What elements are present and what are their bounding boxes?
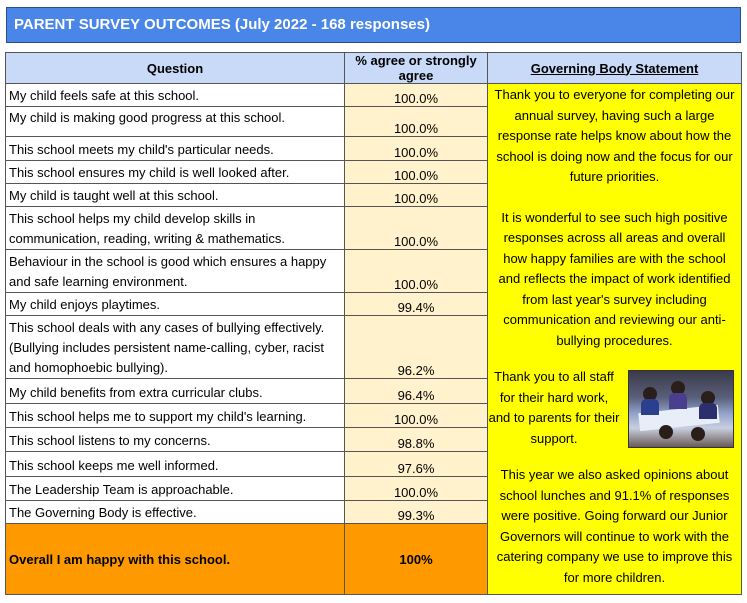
statement-paragraph-4: This year we also asked opinions about school lunches and 91.1% of responses were positive. Going forward our Junior Governors will continue to work with the catering company we use to improve this for more children.	[496, 467, 733, 585]
question-cell: My child enjoys playtimes.	[6, 293, 345, 316]
percent-cell: 100.0%	[345, 161, 488, 184]
header-row	[6, 53, 742, 84]
question-cell: This school keeps me well informed.	[6, 452, 345, 477]
percent-cell: 100.0%	[345, 404, 488, 428]
question-cell: The Governing Body is effective.	[6, 501, 345, 524]
overall-question-cell: Overall I am happy with this school.	[6, 524, 345, 595]
question-header: Question	[6, 53, 345, 84]
percent-cell: 100.0%	[345, 207, 488, 250]
statement-paragraph-1: Thank you to everyone for completing our annual survey, having such a large response rate helps know about how the school is doing now and the focus for our future priorities.	[494, 87, 735, 184]
percent-cell: 97.6%	[345, 452, 488, 477]
percent-cell: 96.4%	[345, 379, 488, 404]
statement-paragraph-2: It is wonderful to see such high positive responses across all areas and overall how happy families are with the school and reflects the impact of work identified from last year's survey including communication and reviewing our anti-bullying procedures.	[498, 209, 731, 348]
statement-header: Governing Body Statement	[488, 53, 742, 84]
question-cell: My child feels safe at this school.	[6, 84, 345, 107]
classroom-photo	[628, 370, 734, 448]
question-cell: My child is making good progress at this school.	[6, 107, 345, 137]
percent-cell: 100.0%	[345, 477, 488, 501]
percent-cell: 100.0%	[345, 84, 488, 107]
question-cell: Behaviour in the school is good which ensures a happy and safe learning environment.	[6, 250, 345, 293]
percent-cell: 100.0%	[345, 137, 488, 161]
percent-cell: 98.8%	[345, 428, 488, 452]
question-cell: This school meets my child's particular needs.	[6, 137, 345, 161]
percent-cell: 100.0%	[345, 107, 488, 137]
question-cell: This school deals with any cases of bullying effectively. (Bullying includes persistent name-calling, cyber, racist and homophoebic bullying).	[6, 316, 345, 379]
percent-cell: 96.2%	[345, 316, 488, 379]
question-cell: This school listens to my concerns.	[6, 428, 345, 452]
percent-cell: 99.4%	[345, 293, 488, 316]
governing-body-statement	[488, 84, 742, 595]
thanks-block	[488, 367, 738, 449]
percent-cell: 99.3%	[345, 501, 488, 524]
page-title: PARENT SURVEY OUTCOMES (July 2022 - 168 responses)	[6, 7, 741, 43]
question-cell: My child benefits from extra curricular clubs.	[6, 379, 345, 404]
question-cell: The Leadership Team is approachable.	[6, 477, 345, 501]
survey-table	[5, 52, 742, 595]
percent-cell: 100.0%	[345, 250, 488, 293]
question-cell: This school helps my child develop skills in communication, reading, writing & mathematics.	[6, 207, 345, 250]
percent-header: % agree or strongly agree	[345, 53, 488, 84]
question-cell: This school ensures my child is well looked after.	[6, 161, 345, 184]
overall-percent-cell: 100%	[345, 524, 488, 595]
statement-paragraph-3: Thank you to all staff for their hard work, and to parents for their support.	[488, 369, 620, 446]
question-cell: My child is taught well at this school.	[6, 184, 345, 207]
percent-cell: 100.0%	[345, 184, 488, 207]
question-cell: This school helps me to support my child's learning.	[6, 404, 345, 428]
table-row	[6, 84, 742, 107]
